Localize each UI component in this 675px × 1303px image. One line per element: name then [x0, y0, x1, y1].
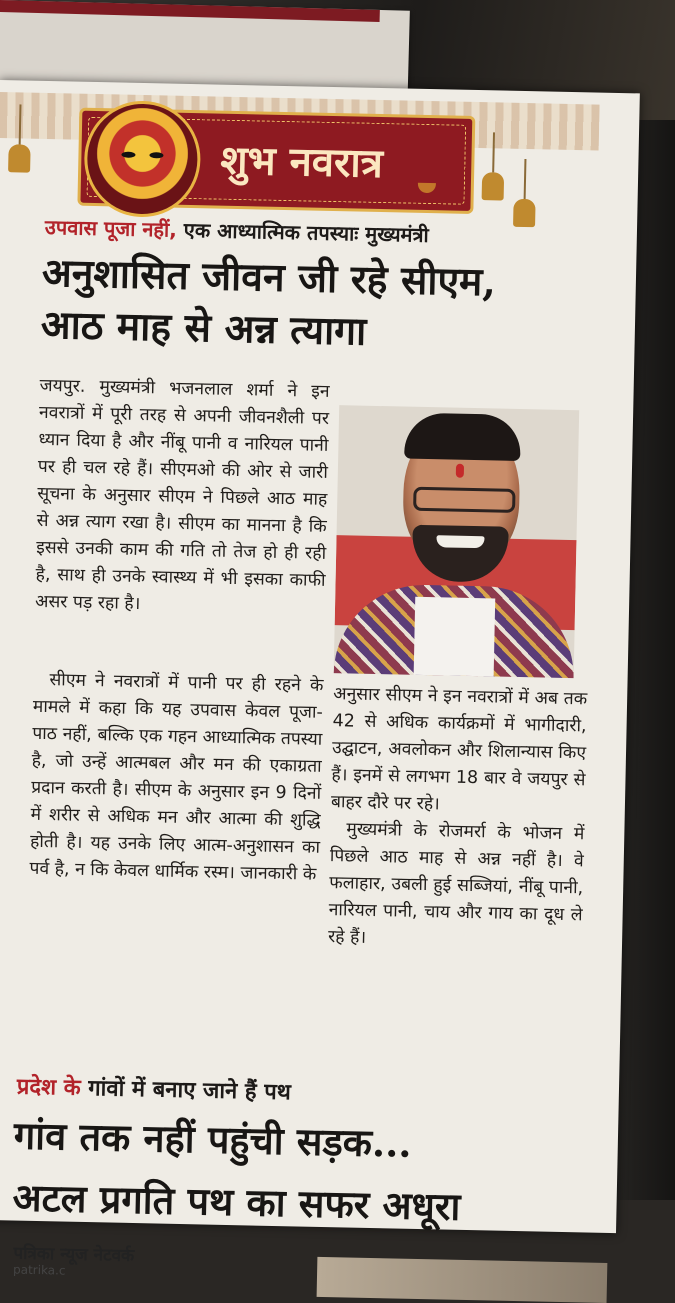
- newspaper-page: [0, 80, 640, 1278]
- article-paragraph: मुख्यमंत्री के रोजमर्रा के भोजन में पिछले आठ माह से अन्न नहीं है। वे फलाहार, उबली हुई सब्जियां, नींबू पानी, नारियल पानी, चाय और गाय का दूध ले रहे हैं।: [327, 819, 585, 948]
- photo-glasses: [413, 487, 515, 513]
- photo-tilak: [456, 464, 464, 478]
- article-paragraph: जयपुर. मुख्यमंत्री भजनलाल शर्मा ने इन नवरात्रों में पूरी तरह से अपनी जीवनशैली पर ध्यान दिया है और नींबू पानी व नारियल पानी पर ही चल रहे हैं। सीएमओ की ओर से जारी सूचना के अनुसार सीएम ने पिछले आठ माह से अन्न त्याग रखा है। सीएम का मानना है कि इससे उनकी काम की गति तो तेज हो ही रही है, साथ ही उनके स्वास्थ्य में भी इसका काफी असर पड़ रहा है।: [34, 375, 330, 615]
- second-kicker-text: गांवों में बनाए जाने हैं पथ: [80, 1075, 292, 1106]
- article-paragraph: अनुसार सीएम ने इन नवरात्रों में अब तक 42 से अधिक कार्यक्रमों में भागीदारी, उद्घाटन, अवलोकन और शिलान्यास किए हैं। इनमें से लगभग 18 बार वे जयपुर से बाहर दौरे पर रहे।: [330, 684, 588, 815]
- navratri-banner: [0, 92, 600, 213]
- headline-line-1: अनुशासित जीवन जी रहे सीएम,: [41, 249, 497, 306]
- goddess-eye-left: [121, 152, 135, 158]
- article-column-left-bottom: [29, 667, 323, 889]
- second-story-headline-1: गांव तक नहीं पहुंची सड़क...: [13, 1112, 413, 1166]
- cm-photo: [334, 405, 580, 678]
- byline: पत्रिका न्यूज नेटवर्क: [13, 1243, 135, 1267]
- kicker-text: एक आध्यात्मिक तपस्याः मुख्यमंत्री: [176, 217, 429, 248]
- second-story-kicker: [17, 1071, 292, 1107]
- story-headline: [40, 247, 602, 363]
- article-column-right: [328, 681, 588, 956]
- photo-shirt: [413, 597, 495, 678]
- banner-title: शुभ नवरात्र: [219, 136, 384, 188]
- kicker-highlight: उपवास पूजा नहीं,: [44, 214, 178, 242]
- article-column-left-top: [35, 373, 330, 622]
- byline-source: patrika.c: [12, 1262, 66, 1278]
- second-story-headline-2: अटल प्रगति पथ का सफर अधूरा: [12, 1174, 461, 1229]
- goddess-eye-right: [149, 152, 163, 158]
- article-paragraph: सीएम ने नवरात्रों में पानी पर ही रहने के मामले में कहा कि यह उपवास केवल पूजा-पाठ नहीं, बल्कि एक गहन आध्यात्मिक तपस्या है, जो उन्हें आत्मबल और मन की एकाग्रता प्रदान करती है। सीएम के अनुसार इन 9 दिनों में शरीर से अधिक मन और आत्मा की शुद्धि होती है। यह उनके लिए आत्म-अनुशासन का पर्व है, न कि केवल धार्मिक रस्म। जानकारी के: [29, 670, 324, 885]
- headline-line-2: आठ माह से अन्न त्यागा: [40, 301, 367, 355]
- photo-smile: [436, 535, 484, 548]
- bell-icon: [513, 199, 536, 227]
- bell-icon: [482, 172, 505, 200]
- bell-icon: [8, 144, 31, 172]
- second-story-photo: [317, 1257, 608, 1303]
- photo-hair: [404, 413, 521, 461]
- story-kicker: [45, 213, 429, 248]
- second-kicker-highlight: प्रदेश के: [16, 1074, 81, 1101]
